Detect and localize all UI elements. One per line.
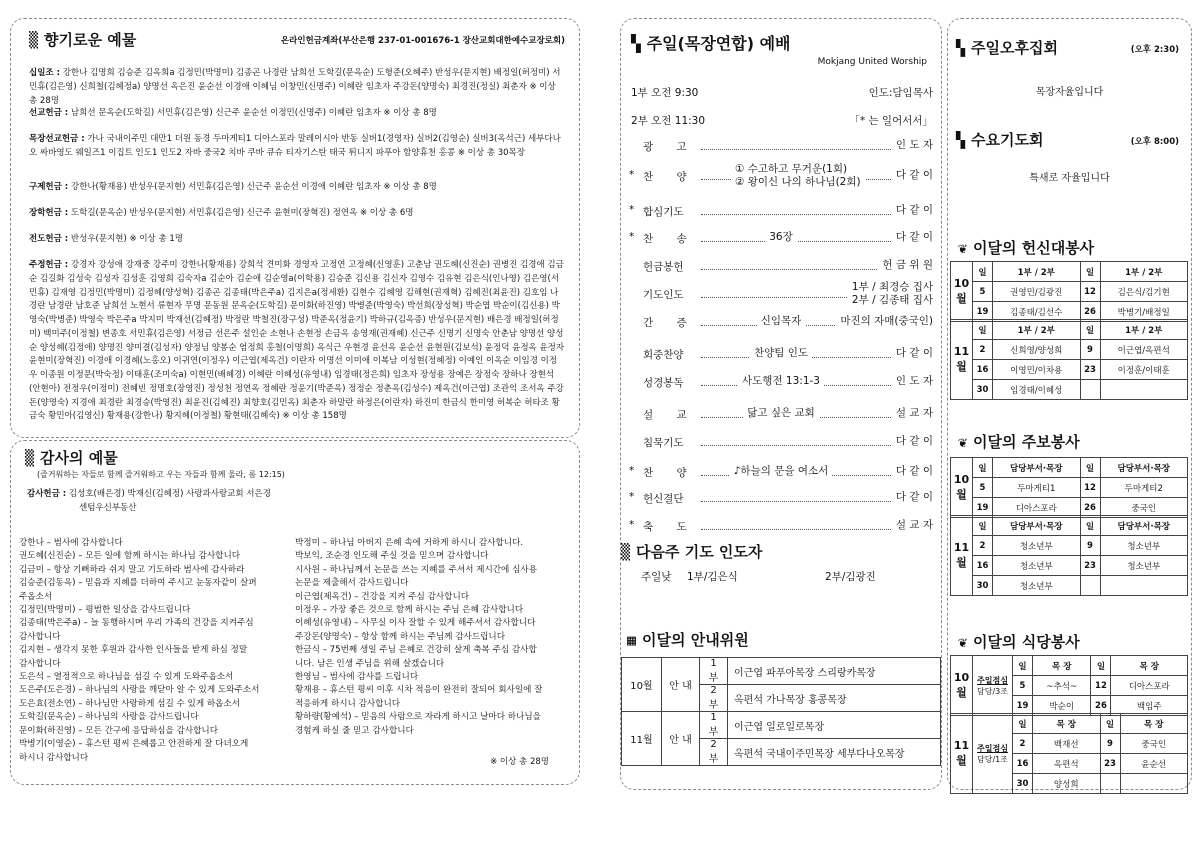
note-line: 도은효(전소연) – 하나님만 사랑하게 섬길 수 있게 하옵소서 <box>19 698 241 709</box>
order-label: 광 고 <box>643 141 687 153</box>
order-leader: 1부 / 최경승 집사 2부 / 김종태 집사 <box>848 281 933 306</box>
month-cell: 11월 <box>951 320 973 400</box>
order-leader: 설 교 자 <box>892 407 933 420</box>
order-label: 성경봉독 <box>643 377 684 389</box>
leader-dots <box>701 269 891 270</box>
note-line: 적응하게 하시니 감사합니다 <box>295 698 401 709</box>
order-star: * <box>629 231 635 243</box>
day-cell: 9 <box>1100 734 1120 754</box>
table-row <box>951 556 1188 576</box>
leader-dots <box>701 501 891 502</box>
stand-note: 「* 는 일어서서」 <box>849 115 933 127</box>
note-line: 박병기(이영순) – 휴스턴 평씨 은혜롭고 안전하게 잘 다녀오게 <box>19 739 249 750</box>
thanks-offering: 감사헌금 : 김성호(배은경) 박재신(김혜정) 사랑과사랑교회 서은경 <box>27 489 271 499</box>
day-cell <box>1100 774 1120 794</box>
note-line: 김지현 – 생각지 못한 후원과 감사한 인사들을 받게 하심 정말 <box>19 645 248 656</box>
evangelism-section: 전도헌금 : 반성우(문지현) ※ 이상 총 1명 <box>29 234 183 244</box>
note-line: 김금미 – 항상 기뻐하라 쉬지 말고 기도하라 범사에 감사하라 <box>19 564 245 575</box>
order-label: 합심기도 <box>643 206 684 218</box>
lead-group: 담당/1조 <box>977 754 1008 764</box>
assignment-cell: 윤순선 <box>1120 754 1188 774</box>
dedication-title: ❦ 이달의 헌신대봉사 <box>958 239 1095 257</box>
order-leader: 다 같 이 <box>892 465 933 478</box>
note-line: 이근엽(제옥건) – 건강을 지켜 주심 감사합니다 <box>295 591 470 602</box>
ushers-table <box>621 657 941 766</box>
note-line: 감사합니다 <box>19 658 61 669</box>
usher-role: 안 내 <box>662 658 700 712</box>
afternoon-time: (오후 2:30) <box>1130 45 1179 55</box>
schedule-panel <box>947 18 1192 790</box>
assignment-cell: 김은식/김기현 <box>1100 282 1188 302</box>
wednesday-time: (오후 8:00) <box>1130 137 1179 147</box>
note-line: 감사합니다 <box>19 631 61 642</box>
order-leader: 다 같 이 <box>892 169 933 182</box>
assignment-cell: 디아스포라 <box>993 498 1081 518</box>
order-label: 기도인도 <box>643 289 684 301</box>
table-row <box>951 478 1188 498</box>
day-cell <box>1080 380 1100 400</box>
usher-month: 11월 <box>622 712 662 766</box>
bank-account: 온라인헌금계좌(부산은행 237-01-001676-1 장산교회대한예수교장로회) <box>280 36 565 46</box>
assignment-cell: 이영민/이차용 <box>993 360 1081 380</box>
leader-dots <box>701 149 891 150</box>
day-header: 일 <box>973 262 993 282</box>
day-cell <box>1080 576 1100 596</box>
section-marker-icon: ▚ <box>631 34 641 53</box>
month-cell: 10월 <box>951 262 973 322</box>
day-cell: 19 <box>1013 696 1033 716</box>
month-cell: 11월 <box>951 516 973 596</box>
assignment-cell <box>1120 774 1188 794</box>
section-marker-icon: ▚ <box>956 39 966 57</box>
ushers-title: ▦ 이달의 안내위원 <box>627 631 749 649</box>
note-line: 김정민(박명미) – 평범한 일상을 감사드립니다 <box>19 605 191 616</box>
assignment-header: 담당부서·목장 <box>993 458 1081 478</box>
thanks-notes-col1 <box>19 537 259 765</box>
bulletin-table <box>950 515 1188 596</box>
day-cell: 23 <box>1080 556 1100 576</box>
note-line: 이혜성(유영내) – 사무실 이사 잘할 수 있게 해주셔서 감사합니다 <box>295 618 536 629</box>
order-content: 사도행전 13:1-3 <box>738 375 824 388</box>
table-row <box>951 536 1188 556</box>
order-label: 찬 양 <box>643 467 687 479</box>
order-label: 간 증 <box>643 317 687 329</box>
dedication-table <box>950 319 1188 400</box>
worship-title: ▚ 주일(목장연합) 예배 <box>631 34 791 53</box>
day-cell: 2 <box>973 340 993 360</box>
next-leaders-label: 주일낮 <box>641 571 672 583</box>
assignment-header: 1부 / 2부 <box>993 320 1081 340</box>
order-content: 36장 <box>765 231 797 244</box>
section-marker-icon: ▚ <box>956 131 966 149</box>
order-label: 헌금봉헌 <box>643 261 684 273</box>
table-row <box>951 380 1188 400</box>
usher-names: 이근엽 파푸아목장 스리랑카목장 <box>728 658 941 685</box>
day-header: 일 <box>1080 320 1100 340</box>
note-line: 하시니 감사합니다 <box>19 752 89 763</box>
leader-dots <box>701 529 891 530</box>
note-line: 황재용 – 휴스턴 평씨 이후 시차 적응이 완전히 잘되어 회사일에 잘 <box>295 685 543 696</box>
day-cell: 30 <box>973 576 993 596</box>
order-content: ♪하늘의 문을 여소서 <box>730 465 833 478</box>
day-cell: 5 <box>1013 676 1033 696</box>
cafeteria-table <box>950 713 1188 794</box>
day-header: 일 <box>1080 516 1100 536</box>
assignment-cell: 옥편석 <box>1033 754 1101 774</box>
note-line: 김종태(박은주a) – 늘 동행하시며 우리 가족의 건강을 지켜주심 <box>19 618 254 629</box>
assignment-cell: 김종태/김선수 <box>993 302 1081 322</box>
day-header: 일 <box>973 458 993 478</box>
afternoon-text: 목장자율입니다 <box>1035 87 1104 98</box>
assignment-cell: 박병기/배정일 <box>1100 302 1188 322</box>
table-header-row <box>951 458 1188 478</box>
table-row <box>951 360 1188 380</box>
next-leader-second: 2부/김광진 <box>825 571 876 583</box>
day-cell: 23 <box>1100 754 1120 774</box>
order-leader: 다 같 이 <box>892 231 933 244</box>
heart-icon: ❦ <box>958 239 968 257</box>
day-header: 일 <box>973 516 993 536</box>
lead-group: 담당/3조 <box>977 686 1008 696</box>
cafeteria-table <box>950 655 1188 716</box>
order-content: 찬양팀 인도 <box>750 347 812 360</box>
usher-month: 10월 <box>622 658 662 712</box>
order-content: 닮고 싶은 교회 <box>743 407 819 420</box>
table-row <box>951 282 1188 302</box>
assignment-cell: 백임주 <box>1111 696 1188 716</box>
assignment-header: 담당부서·목장 <box>993 516 1081 536</box>
table-row <box>622 658 941 685</box>
note-line: 한영님 – 범사에 감사를 드립니다 <box>295 672 419 683</box>
usher-part: 2부 <box>700 685 728 712</box>
day-cell: 16 <box>1013 754 1033 774</box>
assignment-cell: ~추석~ <box>1033 676 1091 696</box>
day-header: 일 <box>1080 262 1100 282</box>
assignment-header: 1부 / 2부 <box>1100 320 1188 340</box>
day-cell: 26 <box>1080 498 1100 518</box>
assignment-header: 담당부서·목장 <box>1100 516 1188 536</box>
cafeteria-title: ❦ 이달의 식당봉사 <box>958 633 1080 651</box>
assignment-header: 목 장 <box>1120 714 1188 734</box>
lead-cell <box>973 656 1013 716</box>
thanks-offering-2: 센텀우신부동산 <box>79 503 137 513</box>
note-line: 박정미 – 하나님 아버지 은혜 속에 거하게 하시니 감사합니다. <box>295 538 524 548</box>
note-line: 권도혜(신진순) – 모든 일에 함께 하시는 하나님 감사합니다 <box>19 551 241 562</box>
assignment-cell: 중국인 <box>1120 734 1188 754</box>
order-label: 설 교 <box>643 409 687 421</box>
wednesday-title: ▚ 수요기도회 <box>956 131 1044 149</box>
table-header-row <box>951 262 1188 282</box>
order-star: * <box>629 169 635 181</box>
heart-icon: ❦ <box>958 633 968 651</box>
note-line: 문이화(하진영) – 모든 간구에 응답하심을 감사합니다 <box>19 725 218 736</box>
note-line: 박보익, 조순경 인도해 주실 것을 믿으며 감사합니다 <box>295 551 489 562</box>
order-star: * <box>629 204 635 216</box>
assignment-cell: 신희영/양성희 <box>993 340 1081 360</box>
day-cell: 19 <box>973 302 993 322</box>
section-marker-icon: ▒ <box>29 31 39 49</box>
day-cell: 5 <box>973 282 993 302</box>
order-leader: 마진의 자매(중국인) <box>836 315 933 328</box>
usher-names: 옥편석 국내이주민목장 세부다나오목장 <box>728 739 941 766</box>
tithe-section: 십일조 : 강한나 김명희 김승준 김옥희a 김정민(박명미) 김종곤 나경란 남희선 도학길(문옥순) 도형준(오혜주) 반성우(문지현) 배정일(허정미) 서민휴(김은영) 신희철(김혜정a) 양명선 옥은진 윤순선 이경애 이혜님 이창민(신명주) 이혜란 임초자 주강돈(양명숙) 최경진(정실) 최춘자 ※ 이상 총 28명 <box>29 68 561 106</box>
note-line: 시사원 – 하나님께서 논문을 쓰는 지혜를 주셔서 제시간에 심사용 <box>295 564 537 575</box>
note-line: 도학길(문옥순) – 하나님의 사랑을 감사드립니다 <box>19 712 199 723</box>
table-header-row <box>951 320 1188 340</box>
order-label: 헌신결단 <box>643 493 684 505</box>
day-header: 일 <box>973 320 993 340</box>
note-line: 주옵소서 <box>19 591 53 602</box>
assignment-cell: 두마게티1 <box>993 478 1081 498</box>
usher-names: 옥편석 가나목장 홍콩목장 <box>728 685 941 712</box>
lead-cell <box>973 714 1013 794</box>
note-line: 강한나 – 범사에 감사합니다 <box>19 538 123 548</box>
relief-section: 구제헌금 : 강한나(황재용) 반성우(문지현) 서민휴(김은영) 신근주 윤순선 이경애 이혜란 임초자 ※ 이상 총 8명 <box>29 182 437 192</box>
section-marker-icon: ▒ <box>621 543 631 561</box>
assignment-cell: 디아스포라 <box>1111 676 1188 696</box>
service-leader: 인도:담임목사 <box>868 87 933 99</box>
day-cell: 19 <box>973 498 993 518</box>
month-cell: 10월 <box>951 656 973 716</box>
order-leader: 다 같 이 <box>892 347 933 360</box>
day-cell: 16 <box>973 360 993 380</box>
order-leader: 인 도 자 <box>892 375 933 388</box>
next-leader-first: 1부/김은식 <box>687 571 738 583</box>
assignment-cell: 박순이 <box>1033 696 1091 716</box>
day-cell: 12 <box>1091 676 1111 696</box>
bulletin-table <box>950 457 1188 518</box>
day-cell: 30 <box>1013 774 1033 794</box>
assignment-cell: 청소년부 <box>993 556 1081 576</box>
assignment-cell: 청소년부 <box>993 576 1081 596</box>
offerings-title: ▒ 향기로운 예물 <box>29 31 137 49</box>
assignment-header: 목 장 <box>1033 656 1091 676</box>
assignment-cell <box>1100 576 1188 596</box>
note-line: 한금식 – 75번째 생일 주님 은혜로 건강히 살게 축복 주심 감사합 <box>295 645 537 656</box>
offerings-panel <box>10 18 580 438</box>
order-label: 축 도 <box>643 521 687 533</box>
assignment-header: 담당부서·목장 <box>1100 458 1188 478</box>
usher-part: 1부 <box>700 712 728 739</box>
table-header-row <box>951 516 1188 536</box>
lead-label: 주일점심 <box>977 743 1008 753</box>
table-header-row <box>951 656 1188 676</box>
order-content: ① 수고하고 무거운(1회) ② 왕이신 나의 하나님(2회) <box>731 163 865 189</box>
note-line: 도은주(도은경) – 하나님의 사랑을 깨닫아 알 수 있게 도와주소서 <box>19 685 260 696</box>
order-label: 찬 송 <box>643 233 687 245</box>
day-header: 일 <box>1080 458 1100 478</box>
assignment-cell: 중국인 <box>1100 498 1188 518</box>
day-header: 일 <box>1013 656 1033 676</box>
order-label: 회중찬양 <box>643 349 684 361</box>
section-marker-icon: ▒ <box>25 449 35 467</box>
verse: (즐거워하는 자들로 함께 즐거워하고 우는 자들과 함께 울라, 롬 12:15) <box>37 470 285 479</box>
day-cell: 26 <box>1091 696 1111 716</box>
note-line: 경험케 하실 줄 믿고 감사합니다 <box>295 725 414 736</box>
order-leader: 다 같 이 <box>892 435 933 448</box>
table-row <box>951 340 1188 360</box>
order-star: * <box>629 519 635 531</box>
assignment-cell: 이근엽/옥편석 <box>1100 340 1188 360</box>
note-line: 이정우 – 가장 좋은 것으로 함께 하시는 주님 은혜 감사합니다 <box>295 605 524 616</box>
day-cell: 2 <box>1013 734 1033 754</box>
leader-dots <box>701 445 891 446</box>
note-line: 황하량(황예석) – 믿음의 사람으로 자라게 하시고 날마다 하나님을 <box>295 712 541 723</box>
day-cell: 2 <box>973 536 993 556</box>
day-header: 일 <box>1100 714 1120 734</box>
table-header-row <box>951 714 1188 734</box>
thanks-notes-col2 <box>295 537 542 738</box>
day-cell: 16 <box>973 556 993 576</box>
wednesday-text: 특새로 자율입니다 <box>1029 173 1110 184</box>
thanks-panel <box>10 440 580 785</box>
assignment-cell: 양성희 <box>1033 774 1101 794</box>
day-header: 일 <box>1091 656 1111 676</box>
assignment-header: 1부 / 2부 <box>1100 262 1188 282</box>
next-leaders-title: ▒ 다음주 기도 인도자 <box>621 543 763 561</box>
order-leader: 인 도 자 <box>892 139 933 152</box>
afternoon-title: ▚ 주일오후집회 <box>956 39 1058 57</box>
note-line: 니다. 남은 인생 주님을 위해 살겠습니다 <box>295 658 445 669</box>
order-star: * <box>629 491 635 503</box>
month-cell: 11월 <box>951 714 973 794</box>
bulletin-title: ❦ 이달의 주보봉사 <box>958 433 1080 451</box>
assignment-cell <box>1100 380 1188 400</box>
usher-part: 2부 <box>700 739 728 766</box>
order-leader: 헌 금 위 원 <box>878 259 933 272</box>
usher-part: 1부 <box>700 658 728 685</box>
assignment-cell: 청소년부 <box>1100 536 1188 556</box>
first-service-time: 1부 오전 9:30 <box>631 87 699 99</box>
note-line: 주강돈(양명숙) – 항상 함께 하시는 주님께 감사드립니다 <box>295 631 506 642</box>
assignment-cell: 청소년부 <box>993 536 1081 556</box>
dedication-table <box>950 261 1188 322</box>
day-cell: 5 <box>973 478 993 498</box>
usher-names: 이근엽 일로일로목장 <box>728 712 941 739</box>
assignment-cell: 백재선 <box>1033 734 1101 754</box>
day-cell: 30 <box>973 380 993 400</box>
order-leader: 다 같 이 <box>892 491 933 504</box>
order-leader: 다 같 이 <box>892 204 933 217</box>
order-label: 침묵기도 <box>643 437 684 449</box>
assignment-header: 목 장 <box>1111 656 1188 676</box>
assignment-header: 목 장 <box>1033 714 1101 734</box>
day-cell: 9 <box>1080 340 1100 360</box>
assignment-cell: 청소년부 <box>1100 556 1188 576</box>
assignment-header: 1부 / 2부 <box>993 262 1081 282</box>
section-marker-icon: ▦ <box>627 631 637 649</box>
note-line: 도은석 – 열정적으로 하나님을 섬길 수 있게 도와주옵소서 <box>19 672 234 683</box>
leader-dots <box>701 214 891 215</box>
order-content: 신임목자 <box>757 315 806 328</box>
day-cell: 26 <box>1080 302 1100 322</box>
worship-subtitle: Mokjang United Worship <box>817 57 927 67</box>
weekly-section: 주정헌금 : 강경자 강성애 강재중 강주미 강한나(황재용) 강희석 견미화 경영자 고정연 고정혜(신영훈) 고춘남 권도혜(신진순) 권병진 김경애 김금순 김길화 김성숙 김성자 김성훈 김영희 김숙자a 김순아 김순애 김순영a(이학용) 김승준 김신용 김신자 김영수 김유현 김은식(인나영) 김은영(서민휴) 김재영 김정민(박명미) 김정혜(양성혁) 김종곤 김종태(박은주a) 김지은a(정세환) 김현수 김혜영 김해현(권재혁) 김혜진(최윤진) 김호임 나경란 남경란 남호준 남희선 노현서 류현자 무명 문동원 문옥순(도학길) 문이화(하진영) 박병준(박영숙) 박선희(장성혁) 박순엽 박순이(김신용) 박영숙(박병준) 박영숙 박은주a 박지미 박재선(김혜정) 박정란 박철진(장구성) 박준옥(정윤기) 박하규(김옥증) 반성우(문지현) 배은경 배정일(허정미) 백미주(이정철) 변종호 서민휴(김은영) 서정금 선은주 설인순 소현나 손현정 손금옥 송영재(권재혜) 신근주 신명기 신명숙 안춘남 양명선 양성순 양성혜(김정애) 양명진 양미결(김성자) 양정님 양봉순 엄정희 홍철(이명희) 옥식근 우현경 윤선옥 윤순선 윤현원(김보석) 윤정덕 윤정옥 윤정자 윤현미(장혁진) 이경애 이경혜(노홍오) 이귀연(이정우) 이근엽(제옥건) 이란자 이명선 이미애 이복남 이성현(정혜정) 이예인 이옥순 이임경 이정우 이종원 이정문(박숙정) 이태훈(조미숙a) 이현민(배혜경) 이혜란 이혜성(유영내) 임경태(정은희) 임초자 장성용 장예은 장정숙 장하나 장현석(안현아) 전정우(이정미) 전혜빈 정명호(장영진) 정성천 정연옥 정혜란 정윤기(박준옥) 정정순 정춘옥(김성수) 제옥건(이근엽) 조관익 조서옥 주강돈(양명숙) 지경애 최경란 최경승(박영진) 최윤진(김혜진) 최향호(김민옥) 최춘자 하말란 하정은(이란자) 하진미 한금식 한미영 허복순 허타조 황금숙 황민아(김영신) 황재용(강한나) 황지혜(이정철) 황현태(김혜숙) ※ 이상 총 158명 <box>29 260 565 422</box>
scholarship-section: 장학헌금 : 도학길(문옥순) 반성우(문지현) 서민휴(김은영) 신근주 윤현미(장혁진) 정연옥 ※ 이상 총 6명 <box>29 208 414 218</box>
mission-section: 선교헌금 : 남희선 문옥순(도학길) 서민휴(김은영) 신근주 윤순선 이정민(신명주) 이혜란 임초자 ※ 이상 총 8명 <box>29 108 437 118</box>
month-cell: 10월 <box>951 458 973 518</box>
thanks-total: ※ 이상 총 28명 <box>490 757 549 767</box>
thanks-title: ▒ 감사의 예물 <box>25 449 118 467</box>
note-line: 논문을 제출해서 감사드립니다 <box>295 578 409 589</box>
table-row <box>951 576 1188 596</box>
heart-icon: ❦ <box>958 433 968 451</box>
day-cell: 12 <box>1080 282 1100 302</box>
day-cell: 12 <box>1080 478 1100 498</box>
order-star: * <box>629 465 635 477</box>
day-cell: 9 <box>1080 536 1100 556</box>
day-header: 일 <box>1013 714 1033 734</box>
worship-panel <box>620 18 942 790</box>
assignment-cell: 권영민/김광진 <box>993 282 1081 302</box>
lead-label: 주일점심 <box>977 675 1008 685</box>
usher-role: 안 내 <box>662 712 700 766</box>
mokjang-mission-section: 목장선교헌금 : 가나 국내이주민 대만1 더원 동경 두마게티1 디아스포라 말레이시아 반동 실버1(경영자) 실버2(김영순) 실버3(옥석근) 세부다나오 싸바영도 웨일즈1 이집트 인도1 인도2 자바 중국2 치바 쿠바 큐슈 티자기스탄 태국 튀니지 파푸아 함양휴천 홍콩 ※ 이상 총 30목장 <box>29 134 561 158</box>
assignment-cell: 두마게티2 <box>1100 478 1188 498</box>
assignment-cell: 이정훈/이태훈 <box>1100 360 1188 380</box>
assignment-cell: 임경태/이혜성 <box>993 380 1081 400</box>
order-label: 찬 양 <box>643 171 687 183</box>
order-leader: 설 교 자 <box>892 519 933 532</box>
day-cell: 23 <box>1080 360 1100 380</box>
table-row <box>622 712 941 739</box>
second-service-time: 2부 오전 11:30 <box>631 115 706 127</box>
note-line: 김승준(김동옥) – 믿음과 지혜를 더하여 주시고 눈동자같이 살펴 <box>19 578 257 589</box>
